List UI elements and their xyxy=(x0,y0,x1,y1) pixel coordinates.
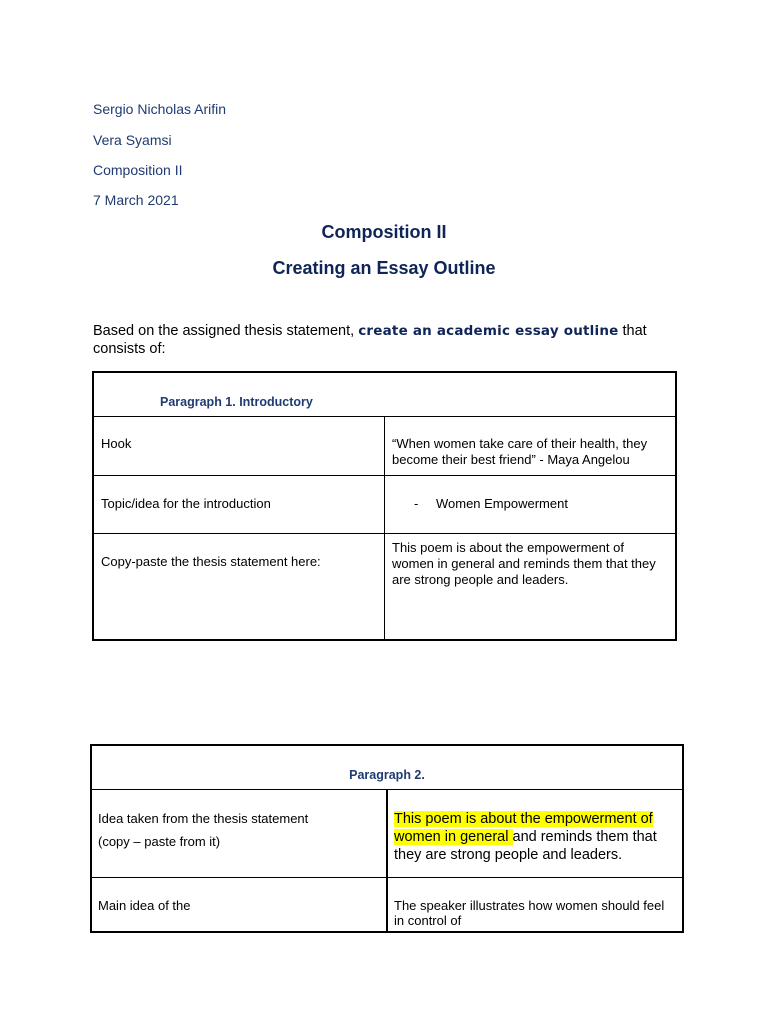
highlighted-text: This poem is about the empowerment of women in general xyxy=(394,810,653,845)
table-row xyxy=(93,534,676,640)
hook-value: “When women take care of their health, they become their best friend” - Maya Angelou xyxy=(392,436,648,467)
thesis-idea-value xyxy=(388,790,682,864)
date: 7 March 2021 xyxy=(93,192,179,208)
thesis-idea-rest: and reminds them that they are strong people and leaders. xyxy=(394,828,657,863)
thesis-value: This poem is about the empowerment of women in general and reminds them that they are strong people and leaders. xyxy=(392,540,656,587)
assignment-title: Creating an Essay Outline xyxy=(272,258,496,278)
thesis-label-cell xyxy=(93,534,385,640)
thesis-idea-sublabel: (copy – paste from it) xyxy=(98,833,221,849)
topic-value-line xyxy=(385,476,675,512)
instructions xyxy=(93,322,683,358)
course-title: Composition II xyxy=(321,222,447,242)
hook-value-cell[interactable] xyxy=(385,417,677,476)
table-row xyxy=(93,476,676,534)
main-idea-label-cell xyxy=(91,877,387,932)
paragraph-1-heading-cell xyxy=(93,372,676,417)
topic-value-cell[interactable] xyxy=(385,476,677,534)
topic-bullet: - xyxy=(414,496,419,511)
hook-label-cell xyxy=(93,417,385,476)
course-name: Composition II xyxy=(93,162,183,178)
paragraph-2-heading: Paragraph 2. xyxy=(349,768,425,782)
thesis-idea-label-cell xyxy=(91,789,387,877)
thesis-idea-label: Idea taken from the thesis statement xyxy=(98,810,309,826)
main-idea-label: Main idea of the xyxy=(98,897,191,913)
topic-label: Topic/idea for the introduction xyxy=(101,496,271,511)
topic-value: Women Empowerment xyxy=(435,496,568,511)
instructions-prefix: Based on the assigned thesis statement, xyxy=(93,323,359,339)
instructions-suffix: that consists of: xyxy=(93,323,647,357)
main-idea-value-cell[interactable] xyxy=(387,877,683,932)
table-row xyxy=(91,877,683,932)
topic-label-cell xyxy=(93,476,385,534)
student-name: Sergio Nicholas Arifin xyxy=(93,101,227,117)
main-idea-value: The speaker illustrates how women should feel in control of xyxy=(394,897,665,928)
paragraph-1-table xyxy=(92,371,677,641)
table-row xyxy=(91,789,683,877)
paragraph-2-heading-cell xyxy=(91,745,683,789)
paragraph-1-heading: Paragraph 1. Introductory xyxy=(160,395,313,409)
hook-label: Hook xyxy=(101,436,132,451)
teacher-name: Vera Syamsi xyxy=(93,132,172,148)
thesis-value-cell[interactable] xyxy=(385,534,677,640)
thesis-idea-value-cell[interactable] xyxy=(387,789,683,877)
thesis-label: Copy-paste the thesis statement here: xyxy=(101,554,321,569)
paragraph-2-table xyxy=(90,744,684,933)
table-row xyxy=(93,417,676,476)
instructions-emphasis: create an academic essay outline xyxy=(358,323,619,339)
